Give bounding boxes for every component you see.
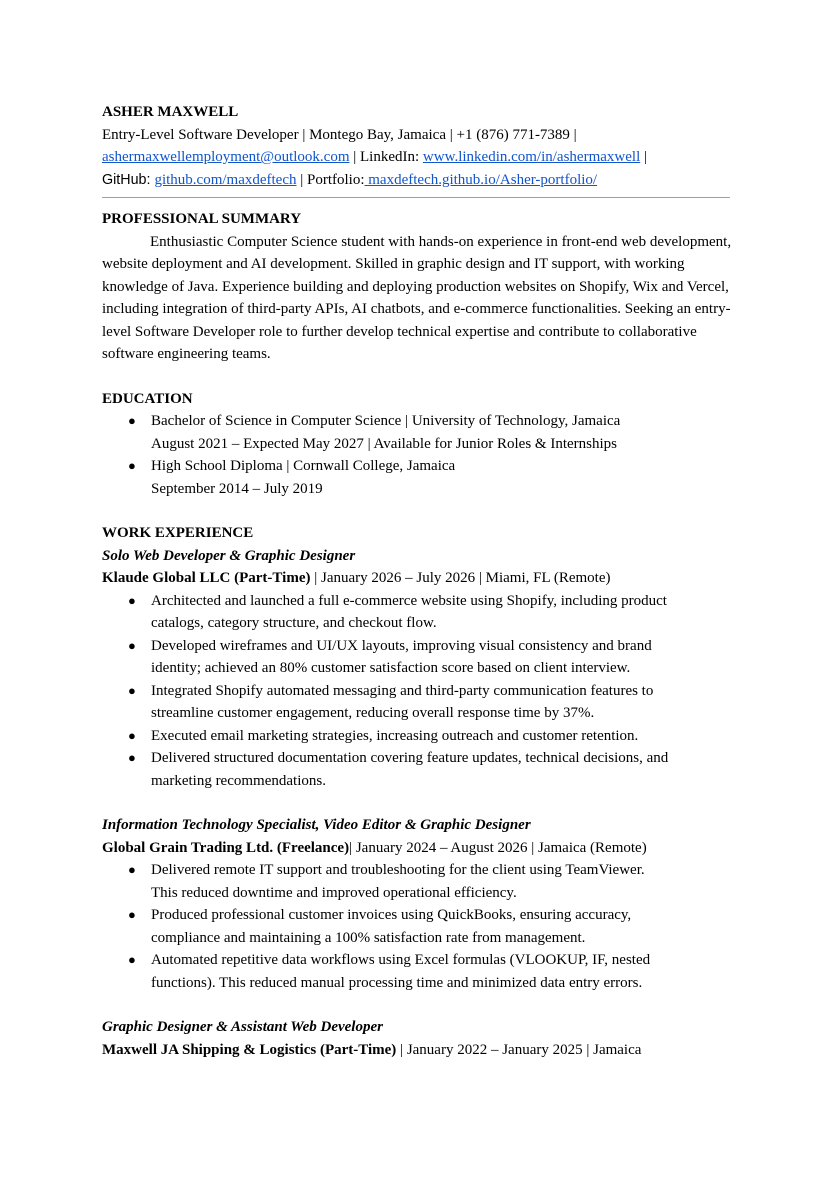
education-dates: September 2014 – July 2019 <box>151 480 323 497</box>
spacer <box>102 792 734 814</box>
job-company-line <box>102 567 734 590</box>
portfolio-link[interactable]: maxdeftech.github.io/Asher-portfolio/ <box>364 171 598 188</box>
bullet-icon: ● <box>128 727 136 743</box>
job-bullet <box>102 635 734 680</box>
job-bullets <box>102 590 734 793</box>
education-degree: Bachelor of Science in Computer Science | University of Technology, Jamaica <box>151 413 621 429</box>
job-bullet-line: Delivered remote IT support and troubleshooting for the client using TeamViewer. <box>151 862 645 878</box>
spacer <box>102 500 734 522</box>
job-company-line <box>102 1039 734 1062</box>
job-bullet-line: functions). This reduced manual processing time and minimized data entry errors. <box>151 974 643 991</box>
job-bullet-line: compliance and maintaining a 100% satisfaction rate from management. <box>151 929 586 946</box>
job-details: | January 2024 – August 2026 | Jamaica (Remote) <box>349 839 647 856</box>
linkedin-tail: | <box>640 149 647 165</box>
job-bullet <box>102 590 734 635</box>
bullet-icon: ● <box>128 907 136 922</box>
spacer <box>102 994 734 1016</box>
contact-line-1: Entry-Level Software Developer | Montego Bay, Jamaica | +1 (876) 771-7389 | <box>102 126 577 143</box>
contact-line-3 <box>102 169 734 192</box>
bullet-icon: ● <box>128 637 136 653</box>
job-bullet-line: Developed wireframes and UI/UX layouts, improving visual consistency and brand <box>151 637 652 654</box>
header-divider <box>102 197 730 198</box>
job-bullet-line: Integrated Shopify automated messaging and third-party communication features to <box>151 682 654 699</box>
github-label: GitHub: <box>102 171 155 188</box>
email-link[interactable]: ashermaxwellemployment@outlook.com <box>102 149 350 165</box>
job-details: | January 2022 – January 2025 | Jamaica <box>396 1041 642 1058</box>
contact-line-2 <box>102 146 734 169</box>
job-bullet-line: Produced professional customer invoices using QuickBooks, ensuring accuracy, <box>151 907 632 923</box>
education-dates: August 2021 – Expected May 2027 | Available for Junior Roles & Internships <box>151 435 617 452</box>
portfolio-label: | Portfolio: <box>296 171 365 188</box>
bullet-icon: ● <box>128 862 136 877</box>
bullet-icon: ● <box>128 458 136 473</box>
job-bullet-line: identity; achieved an 80% customer satisfaction score based on client interview. <box>151 660 631 676</box>
education-title: EDUCATION <box>102 390 193 407</box>
job-details: | January 2026 – July 2026 | Miami, FL (Remote) <box>310 570 611 586</box>
github-link[interactable]: github.com/maxdeftech <box>154 171 297 188</box>
job-bullet-line: This reduced downtime and improved operational efficiency. <box>151 884 517 901</box>
job-bullet <box>102 904 734 949</box>
linkedin-link[interactable]: www.linkedin.com/in/ashermaxwell <box>422 149 641 165</box>
candidate-name: ASHER MAXWELL <box>102 104 239 120</box>
experience-title: WORK EXPERIENCE <box>102 525 254 541</box>
summary-text: Enthusiastic Computer Science student with hands-on experience in front-end web development, website deployment and AI development. Skilled in graphic design and IT support, with working knowledge of Java. Experience building and deploying production websites on Shopify, Wix and Vercel, including integration of third-party APIs, AI chatbots, and e-commerce functionalities. Seeking an entry-level Software Developer role to further develop technical expertise and contribute to collaborative software engineering teams. <box>102 233 732 362</box>
resume-content <box>102 101 734 1061</box>
job-bullet <box>102 949 734 994</box>
job-bullet-line: streamline customer engagement, reducing overall response time by 37%. <box>151 705 595 721</box>
job-bullet <box>102 859 734 904</box>
job-company: Maxwell JA Shipping & Logistics (Part-Time) <box>102 1041 397 1058</box>
job-bullet-line: Architected and launched a full e-commerce website using Shopify, including product <box>151 592 667 609</box>
job-company-line <box>102 837 734 860</box>
summary-title: PROFESSIONAL SUMMARY <box>102 211 302 227</box>
job-bullet <box>102 747 734 792</box>
job-bullet-line: Delivered structured documentation covering feature updates, technical decisions, and <box>151 750 669 766</box>
spacer <box>102 366 734 388</box>
job-bullet <box>102 725 734 748</box>
education-degree: High School Diploma | Cornwall College, Jamaica <box>151 458 456 474</box>
job-role: Solo Web Developer & Graphic Designer <box>102 547 356 564</box>
job-bullet-line: Automated repetitive data workflows using Excel formulas (VLOOKUP, IF, nested <box>151 952 651 968</box>
job-bullet-line: catalogs, category structure, and checkout flow. <box>151 615 437 631</box>
job-bullet <box>102 680 734 725</box>
bullet-icon: ● <box>128 413 136 428</box>
bullet-icon: ● <box>128 952 136 967</box>
bullet-icon: ● <box>128 592 136 608</box>
job-role: Graphic Designer & Assistant Web Developer <box>102 1019 383 1035</box>
education-list <box>102 410 734 500</box>
job-company: Klaude Global LLC (Part-Time) <box>102 570 311 586</box>
job-bullet-line: marketing recommendations. <box>151 772 326 789</box>
job-role: Information Technology Specialist, Video Editor & Graphic Designer <box>102 817 531 833</box>
job-bullets <box>102 859 734 994</box>
education-item <box>102 410 734 455</box>
education-item <box>102 455 734 500</box>
bullet-icon: ● <box>128 750 136 765</box>
job-company: Global Grain Trading Ltd. (Freelance) <box>102 839 350 856</box>
job-bullet-line: Executed email marketing strategies, increasing outreach and customer retention. <box>151 727 639 744</box>
linkedin-label: | LinkedIn: <box>349 149 423 165</box>
bullet-icon: ● <box>128 682 136 698</box>
